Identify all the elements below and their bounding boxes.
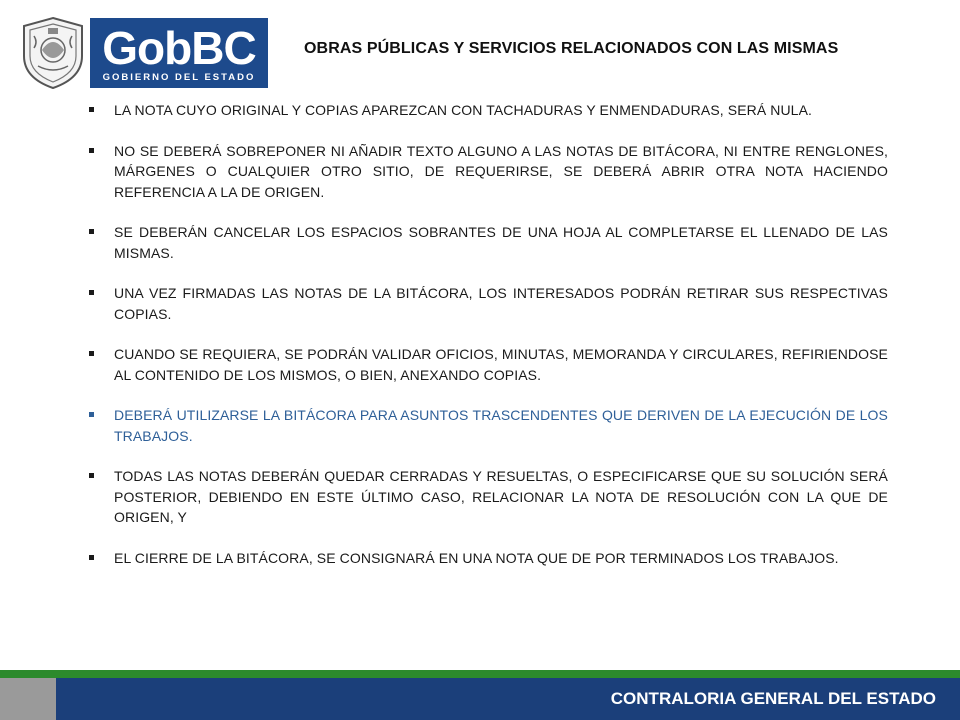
list-item <box>88 283 888 324</box>
list-item-text: CUANDO SE REQUIERA, SE PODRÁN VALIDAR OFICIOS, MINUTAS, MEMORANDA Y CIRCULARES, REFIRIENDOSE AL CONTENIDO DE LOS MISMOS, O BIEN, ANEXANDO COPIAS. <box>114 346 888 383</box>
list-item <box>88 222 888 263</box>
list-item-text: EL CIERRE DE LA BITÁCORA, SE CONSIGNARÁ EN UNA NOTA QUE DE POR TERMINADOS LOS TRABAJOS. <box>114 549 839 566</box>
list-item-text: NO SE DEBERÁ SOBREPONER NI AÑADIR TEXTO ALGUNO A LAS NOTAS DE BITÁCORA, NI ENTRE RENGLONES, MÁRGENES O CUALQUIER OTRO SITIO, DE REQUERIRSE, SE DEBERÁ ABRIR OTRA NOTA HACIENDO REFERENCIA A LA DE ORIGEN. <box>114 142 888 200</box>
list-item-text: DEBERÁ UTILIZARSE LA BITÁCORA PARA ASUNTOS TRASCENDENTES QUE DERIVEN DE LA EJECUCIÓN DE LOS TRABAJOS. <box>114 407 888 444</box>
list-item <box>88 466 888 528</box>
bullet-list <box>88 100 888 588</box>
square-bullet-icon <box>89 555 94 560</box>
list-item <box>88 141 888 203</box>
list-item-text: LA NOTA CUYO ORIGINAL Y COPIAS APAREZCAN CON TACHADURAS Y ENMENDADURAS, SERÁ NULA. <box>114 102 812 118</box>
state-seal-icon <box>18 16 88 90</box>
square-bullet-icon <box>89 290 94 295</box>
logo-subtext: GOBIERNO DEL ESTADO <box>102 72 256 83</box>
list-item <box>88 100 888 121</box>
gobbc-logo <box>90 18 268 88</box>
list-item <box>88 548 888 569</box>
list-item <box>88 344 888 385</box>
square-bullet-icon <box>89 107 94 112</box>
list-item-highlighted <box>88 405 888 446</box>
logo-text: GobBC <box>102 22 256 74</box>
list-item-text: TODAS LAS NOTAS DEBERÁN QUEDAR CERRADAS Y RESUELTAS, O ESPECIFICARSE QUE SU SOLUCIÓN SERÁ POSTERIOR, DEBIENDO EN ESTE ÚLTIMO CASO, RELACIONAR LA NOTA DE RESOLUCIÓN CON LA QUE DE ORIGEN, Y <box>114 468 888 525</box>
square-bullet-icon <box>89 148 94 153</box>
square-bullet-icon <box>89 412 94 417</box>
footer-green-stripe <box>0 670 960 678</box>
square-bullet-icon <box>89 351 94 356</box>
footer-bar <box>56 678 960 720</box>
square-bullet-icon <box>89 229 94 234</box>
list-item-text: SE DEBERÁN CANCELAR LOS ESPACIOS SOBRANTES DE UNA HOJA AL COMPLETARSE EL LLENADO DE LAS MISMAS. <box>114 224 888 261</box>
footer-gray-block <box>0 678 56 720</box>
footer-text: CONTRALORIA GENERAL DEL ESTADO <box>610 689 936 708</box>
square-bullet-icon <box>89 473 94 478</box>
list-item-text: UNA VEZ FIRMADAS LAS NOTAS DE LA BITÁCORA, LOS INTERESADOS PODRÁN RETIRAR SUS RESPECTIVAS COPIAS. <box>114 285 888 322</box>
page-title: OBRAS PÚBLICAS Y SERVICIOS RELACIONADOS CON LAS MISMAS <box>304 40 839 57</box>
